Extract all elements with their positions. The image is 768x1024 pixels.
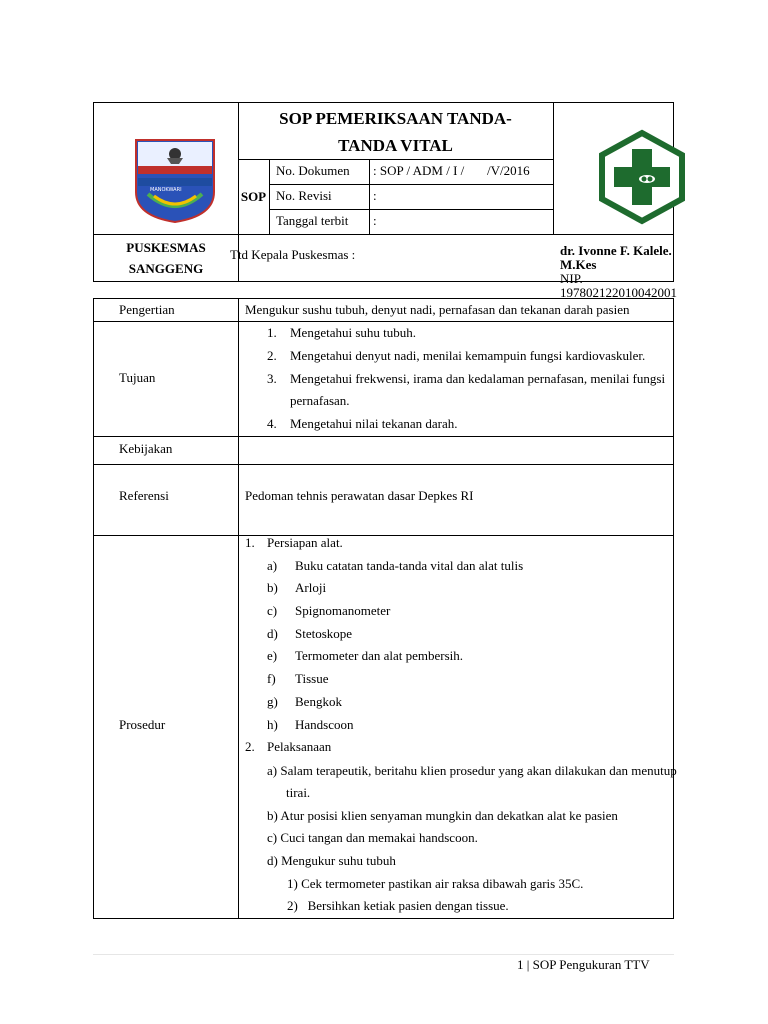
organization-name: [94, 235, 238, 285]
list-item-letter: c): [267, 603, 278, 618]
list-item: Stetoskope: [295, 626, 353, 641]
puskesmas-logo-icon: [594, 129, 690, 225]
list-item: pernafasan.: [290, 393, 350, 408]
org-line-1: PUSKESMAS: [126, 240, 206, 255]
procedure-table: [93, 298, 677, 919]
list-item-number: 2.: [267, 348, 277, 363]
meta-row-no-dokumen: [270, 159, 553, 184]
page-footer: 1 | SOP Pengukuran TTV: [517, 957, 650, 972]
list-item: a) Salam terapeutik, beritahu klien prosedur yang akan dilakukan dan menutup: [267, 763, 677, 778]
row-divider: [94, 535, 673, 536]
list-item: b) Atur posisi klien senyaman mungkin dan dekatkan alat ke pasien: [267, 808, 618, 823]
org-line-2: SANGGENG: [128, 261, 204, 276]
list-item: tirai.: [286, 785, 311, 800]
list-item: 1) Cek termometer pastikan air raksa dibawah garis 35C.: [287, 876, 584, 891]
row-label-prosedur: Prosedur: [119, 717, 166, 732]
referensi-text: Pedoman tehnis perawatan dasar Depkes RI: [245, 488, 474, 503]
doctor-name: dr. Ivonne F. Kalele. M.Kes: [560, 243, 672, 272]
section-title: Persiapan alat.: [267, 535, 343, 550]
list-item: 2) Bersihkan ketiak pasien dengan tissue.: [287, 898, 509, 913]
list-item: Tissue: [295, 671, 329, 686]
list-item-number: 3.: [267, 371, 277, 386]
list-item-number: 4.: [267, 416, 277, 431]
list-item-letter: b): [267, 580, 278, 595]
list-item-letter: f): [267, 671, 276, 686]
signature-label: Ttd Kepala Puskesmas :: [230, 247, 356, 262]
title-line-2: TANDA VITAL: [338, 136, 453, 155]
meta-row-no-revisi: [270, 184, 553, 209]
list-item: Handscoon: [295, 717, 354, 732]
column-divider: [238, 299, 239, 918]
list-item: Spignomanometer: [295, 603, 391, 618]
list-item: c) Cuci tangan dan memakai handscoon.: [267, 830, 478, 845]
list-item: Arloji: [295, 580, 327, 595]
row-label-pengertian: Pengertian: [119, 302, 175, 317]
regency-emblem-icon: [134, 136, 216, 224]
document-title: [238, 103, 553, 159]
row-label-kebijakan: Kebijakan: [119, 441, 173, 456]
list-item-letter: g): [267, 694, 278, 709]
row-divider: [94, 436, 673, 437]
list-item-letter: d): [267, 626, 278, 641]
section-title: Pelaksanaan: [267, 739, 332, 754]
list-item: Mengetahui suhu tubuh.: [290, 325, 417, 340]
list-item-letter: h): [267, 717, 278, 732]
row-label-referensi: Referensi: [119, 488, 169, 503]
sop-label: SOP: [240, 188, 267, 204]
list-item: Mengetahui frekwensi, irama dan kedalaman pernafasan, menilai fungsi: [290, 371, 666, 386]
footer-divider: [93, 954, 674, 955]
emblem-banner-text: MANOKWARI: [150, 187, 182, 193]
header-box: [93, 102, 677, 300]
list-item: Buku catatan tanda-tanda vital dan alat tulis: [295, 558, 524, 573]
meta-value: :: [373, 188, 377, 203]
list-item: Mengetahui denyut nadi, menilai kemampuin fungsi kardiovaskuler.: [290, 348, 646, 363]
list-item: Mengetahui nilai tekanan darah.: [290, 416, 458, 431]
meta-key: Tanggal terbit: [276, 213, 349, 228]
list-item: Bengkok: [295, 694, 342, 709]
divider: [553, 103, 554, 234]
meta-row-tanggal-terbit: [270, 209, 553, 234]
meta-value: :: [373, 213, 377, 228]
doctor-nip: NIP. 197802122010042001: [560, 271, 677, 300]
section-number: 1.: [245, 535, 255, 550]
title-line-1: SOP PEMERIKSAAN TANDA-: [279, 109, 512, 128]
row-divider: [94, 321, 673, 322]
list-item-number: 1.: [267, 325, 277, 340]
section-number: 2.: [245, 739, 255, 754]
list-item: Termometer dan alat pembersih.: [295, 648, 464, 663]
meta-key: No. Dokumen: [276, 163, 350, 178]
doctor-block: [560, 244, 677, 300]
list-item-letter: e): [267, 648, 278, 663]
meta-value: : SOP / ADM / I / /V/2016: [373, 163, 530, 178]
list-item: d) Mengukur suhu tubuh: [267, 853, 396, 868]
row-label-tujuan: Tujuan: [119, 370, 156, 385]
meta-key: No. Revisi: [276, 188, 332, 203]
list-item-letter: a): [267, 558, 278, 573]
pengertian-text: Mengukur sushu tubuh, denyut nadi, pernafasan dan tekanan darah pasien: [245, 302, 630, 317]
row-divider: [94, 464, 673, 465]
